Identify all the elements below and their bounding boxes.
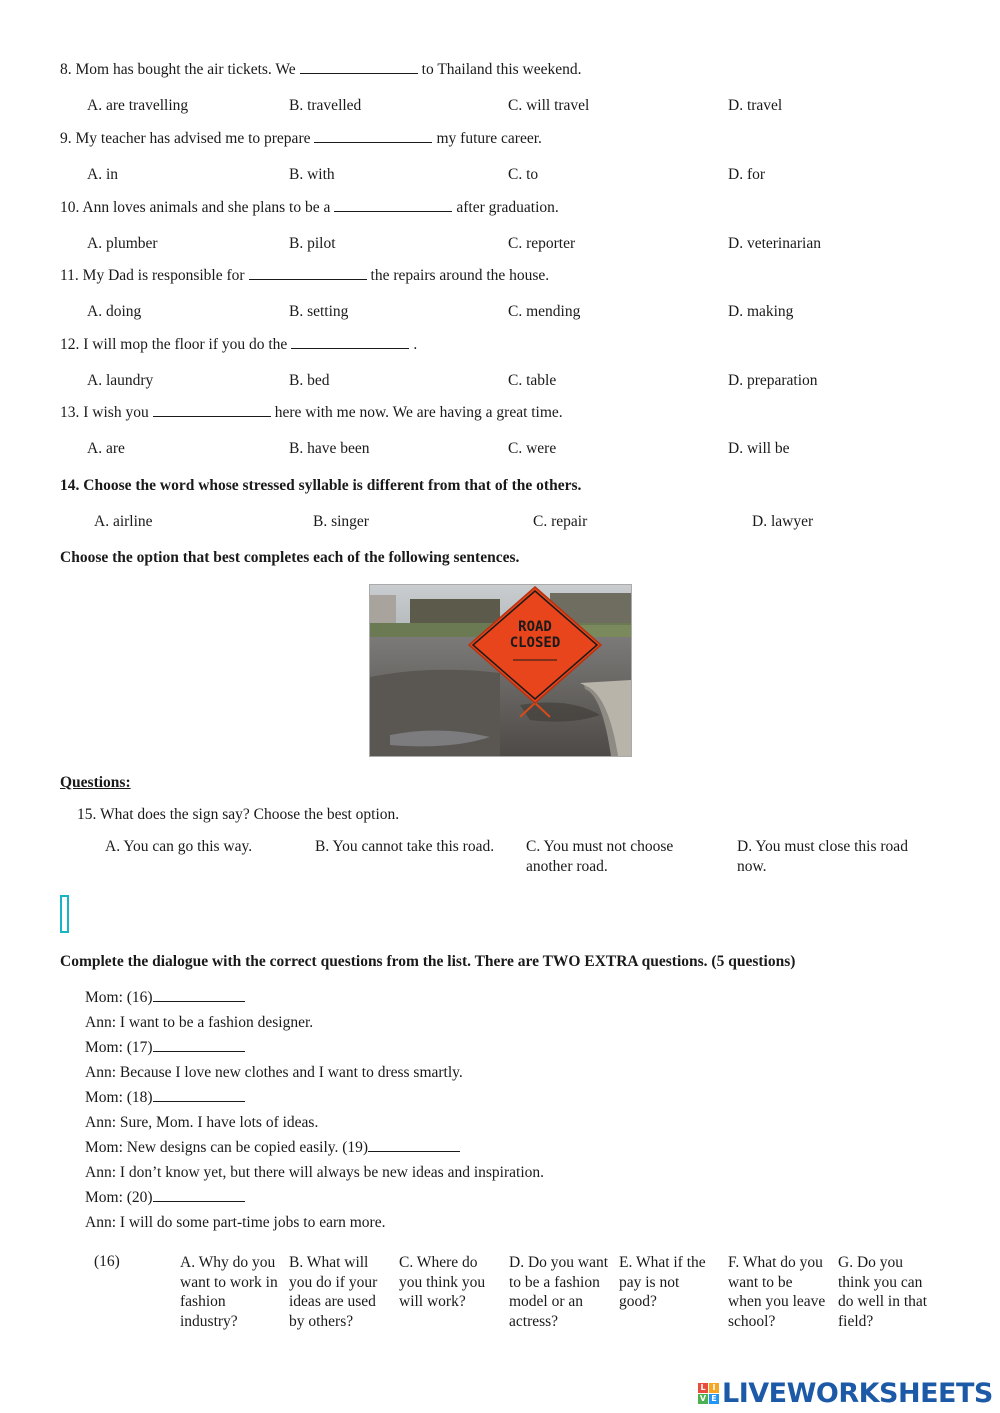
- choice-d[interactable]: D. Do you want to be a fashion model or an actress?: [509, 1254, 609, 1330]
- option-d[interactable]: D. You must close this road now.: [737, 838, 908, 875]
- option-b[interactable]: B. have been: [289, 440, 370, 457]
- option-d[interactable]: D. travel: [728, 97, 783, 114]
- logo-mark-icon: L I V E: [698, 1383, 719, 1404]
- dialogue-line: Mom: (16): [85, 989, 245, 1007]
- sign-line-1: ROAD: [518, 619, 552, 635]
- question-text: 10. Ann loves animals and she plans to be a after graduation.: [60, 199, 559, 216]
- option-a[interactable]: A. are: [87, 440, 125, 457]
- option-b[interactable]: B. You cannot take this road.: [315, 838, 495, 855]
- option-b[interactable]: B. singer: [313, 513, 369, 530]
- answer-blank[interactable]: [153, 1039, 245, 1052]
- option-a[interactable]: A. plumber: [87, 235, 158, 252]
- choice-a[interactable]: A. Why do you want to work in fashion industry?: [180, 1254, 278, 1330]
- answer-blank[interactable]: [300, 61, 418, 74]
- question-text: 15. What does the sign say? Choose the best option.: [77, 806, 400, 823]
- question-text: 14. Choose the word whose stressed syllable is different from that of the others.: [60, 477, 582, 494]
- option-a[interactable]: A. airline: [94, 513, 153, 530]
- choice-g[interactable]: G. Do you think you can do well in that field?: [838, 1254, 928, 1330]
- answer-blank[interactable]: [153, 989, 245, 1002]
- option-c[interactable]: C. repair: [533, 513, 588, 530]
- brand-name: LIVEWORKSHEETS: [722, 1377, 993, 1409]
- option-a[interactable]: A. laundry: [87, 372, 154, 389]
- answer-blank[interactable]: [334, 199, 452, 212]
- road-closed-photo: [369, 584, 632, 757]
- sign-line-2: CLOSED: [509, 635, 561, 651]
- answer-blank[interactable]: [368, 1139, 460, 1152]
- question-text: 11. My Dad is responsible for the repairs around the house.: [60, 267, 550, 284]
- text-cursor-box[interactable]: [60, 895, 69, 933]
- choice-b[interactable]: B. What will you do if your ideas are used by others?: [289, 1254, 378, 1330]
- choice-f[interactable]: F. What do you want to be when you leave school?: [728, 1254, 826, 1330]
- liveworksheets-logo: [698, 1378, 993, 1408]
- option-b[interactable]: B. with: [289, 166, 335, 183]
- dialogue-line: Ann: Sure, Mom. I have lots of ideas.: [85, 1114, 319, 1131]
- dialogue-line: Ann: I want to be a fashion designer.: [85, 1014, 314, 1031]
- dialogue-line: Ann: I will do some part-time jobs to earn more.: [85, 1214, 386, 1231]
- answer-blank[interactable]: [153, 1089, 245, 1102]
- dialogue-line: Mom: (20): [85, 1189, 245, 1207]
- option-c[interactable]: C. You must not choose another road.: [526, 838, 674, 875]
- option-a[interactable]: A. are travelling: [87, 97, 189, 114]
- road-closed-illustration: [370, 585, 631, 756]
- questions-label: Questions:: [60, 774, 131, 791]
- question-text: 12. I will mop the floor if you do the .: [60, 336, 418, 353]
- option-a[interactable]: A. You can go this way.: [105, 838, 253, 855]
- option-d[interactable]: D. will be: [728, 440, 790, 457]
- answer-blank[interactable]: [314, 130, 432, 143]
- question-text: 9. My teacher has advised me to prepare my future career.: [60, 130, 542, 147]
- option-c[interactable]: C. to: [508, 166, 539, 183]
- option-c[interactable]: C. reporter: [508, 235, 576, 252]
- dialogue-line: Ann: Because I love new clothes and I want to dress smartly.: [85, 1064, 463, 1081]
- option-c[interactable]: C. table: [508, 372, 557, 389]
- dialogue-line: Mom: New designs can be copied easily. (19): [85, 1139, 460, 1157]
- option-c[interactable]: C. mending: [508, 303, 581, 320]
- dialogue-line: Ann: I don’t know yet, but there will always be new ideas and inspiration.: [85, 1164, 545, 1181]
- option-a[interactable]: A. doing: [87, 303, 142, 320]
- dialogue-line: Mom: (18): [85, 1089, 245, 1107]
- option-c[interactable]: C. were: [508, 440, 557, 457]
- dialogue-line: Mom: (17): [85, 1039, 245, 1057]
- dialogue-heading: Complete the dialogue with the correct questions from the list. There are TWO EXTRA questions. (5 questions): [60, 953, 796, 970]
- option-d[interactable]: D. preparation: [728, 372, 818, 389]
- option-b[interactable]: B. bed: [289, 372, 330, 389]
- choice-c[interactable]: C. Where do you think you will work?: [399, 1254, 486, 1310]
- section-heading: Choose the option that best completes each of the following sentences.: [60, 549, 520, 566]
- question-text: 8. Mom has bought the air tickets. We to Thailand this weekend.: [60, 61, 582, 78]
- option-c[interactable]: C. will travel: [508, 97, 590, 114]
- option-b[interactable]: B. pilot: [289, 235, 336, 252]
- option-d[interactable]: D. lawyer: [752, 513, 814, 530]
- option-a[interactable]: A. in: [87, 166, 118, 183]
- choice-e[interactable]: E. What if the pay is not good?: [619, 1254, 706, 1310]
- answer-blank[interactable]: [249, 267, 367, 280]
- answer-blank[interactable]: [291, 336, 409, 349]
- option-b[interactable]: B. travelled: [289, 97, 362, 114]
- option-d[interactable]: D. veterinarian: [728, 235, 821, 252]
- option-d[interactable]: D. making: [728, 303, 794, 320]
- answer-blank[interactable]: [153, 404, 271, 417]
- answer-blank[interactable]: [153, 1189, 245, 1202]
- grid-number: (16): [94, 1253, 120, 1270]
- option-b[interactable]: B. setting: [289, 303, 349, 320]
- option-d[interactable]: D. for: [728, 166, 766, 183]
- question-text: 13. I wish you here with me now. We are having a great time.: [60, 404, 563, 421]
